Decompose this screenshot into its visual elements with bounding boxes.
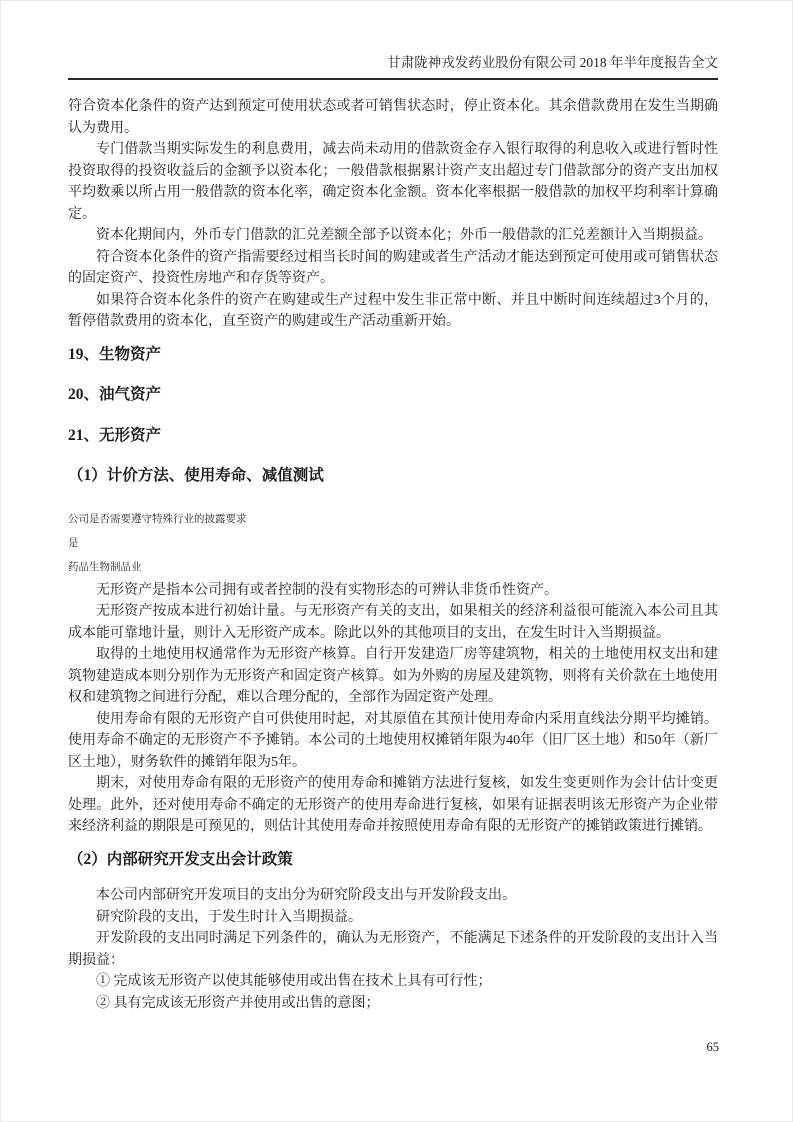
disclosure-requirement-answer: 是 <box>68 537 79 549</box>
paragraph-amortization-periods: 使用寿命有限的无形资产自可供使用时起，对其原值在其预计使用寿命内采用直线法分期平均摊销。使用寿命不确定的无形资产不予摊销。本公司的土地使用权摊销年限为40年（旧厂区土地）和50年（新厂区土地），财务软件的摊销年限为5年。 <box>68 711 718 770</box>
page-header <box>68 0 718 80</box>
paragraph-exchange-differences: 资本化期间内，外币专门借款的汇兑差额全部予以资本化；外币一般借款的汇兑差额计入当期损益。 <box>96 228 712 243</box>
paragraph-land-use-rights: 取得的土地使用权通常作为无形资产核算。自行开发建造厂房等建筑物，相关的土地使用权支出和建筑物建造成本则分别作为无形资产和固定资产核算。如为外购的房屋及建筑物，则将有关价款在土地使用权和建筑物之间进行分配，难以合理分配的，全部作为固定资产处理。 <box>68 647 718 705</box>
page-number: 65 <box>706 1040 719 1054</box>
paragraph-research-stage: 研究阶段的支出，于发生时计入当期损益。 <box>96 909 362 925</box>
paragraph-development-stage-conditions: 开发阶段的支出同时满足下列条件的，确认为无形资产，不能满足下述条件的开发阶段的支出计入当期损益： <box>68 931 718 968</box>
paragraph-period-end-review: 期末，对使用寿命有限的无形资产的使用寿命和摊销方法进行复核，如发生变更则作为会计估计变更处理。此外，还对使用寿命不确定的无形资产的使用寿命进行复核，如果有证据表明该无形资产为企业带来经济利益的期限是可预见的，则估计其使用寿命并按照使用寿命有限的无形资产的摊销政策进行摊销。 <box>68 776 718 834</box>
document-body <box>68 80 718 1014</box>
paragraph-abnormal-interruption: 如果符合资本化条件的资产在购建或生产过程中发生非正常中断、并且中断时间连续超过3个月的，暂停借款费用的资本化，直至资产的购建或生产活动重新开始。 <box>68 292 718 329</box>
header-title: 甘肃陇神戎发药业股份有限公司 2018 年半年度报告全文 <box>387 55 718 70</box>
list-item-condition-2: ② 具有完成该无形资产并使用或出售的意图； <box>96 995 380 1011</box>
paragraph-intangible-definition: 无形资产是指本公司拥有或者控制的没有实物形态的可辨认非货币性资产。 <box>96 582 558 598</box>
paragraph-qualifying-assets: 符合资本化条件的资产指需要经过相当长时间的购建或者生产活动才能达到预定可使用或可销售状态的固定资产、投资性房地产和存货等资产。 <box>68 249 718 286</box>
heading-19-biological-assets: 19、生物资产 <box>68 345 162 363</box>
heading-21-intangible-assets: 21、无形资产 <box>68 426 162 444</box>
subheading-2-rd-expenditure-policy: （2）内部研究开发支出会计政策 <box>68 850 293 868</box>
heading-20-oil-gas-assets: 20、油气资产 <box>68 386 162 403</box>
list-item-condition-1: ① 完成该无形资产以使其能够使用或出售在技术上具有可行性； <box>96 974 492 989</box>
industry-name: 药品生物制品业 <box>68 561 142 573</box>
subheading-1-valuation-method: （1）计价方法、使用寿命、减值测试 <box>68 467 324 484</box>
paragraph-rd-split: 本公司内部研究开发项目的支出分为研究阶段支出与开发阶段支出。 <box>96 888 516 903</box>
paragraph-special-borrowings: 专门借款当期实际发生的利息费用，减去尚未动用的借款资金存入银行取得的利息收入或进行暂时性投资取得的投资收益后的金额予以资本化；一般借款根据累计资产支出超过专门借款部分的资产支出加权平均数乘以所占用一般借款的资本化率，确定资本化金额。资本化率根据一般借款的加权平均利率计算确定。 <box>68 142 718 222</box>
disclosure-requirement-question: 公司是否需要遵守特殊行业的披露要求 <box>68 513 247 525</box>
paragraph-borrowing-costs-cease: 符合资本化条件的资产达到预定可使用状态或者可销售状态时，停止资本化。其余借款费用在发生当期确认为费用。 <box>68 99 718 136</box>
paragraph-initial-measurement: 无形资产按成本进行初始计量。与无形资产有关的支出，如果相关的经济利益很可能流入本公司且其成本能可靠地计量，则计入无形资产成本。除此以外的其他项目的支出，在发生时计入当期损益。 <box>68 604 718 641</box>
